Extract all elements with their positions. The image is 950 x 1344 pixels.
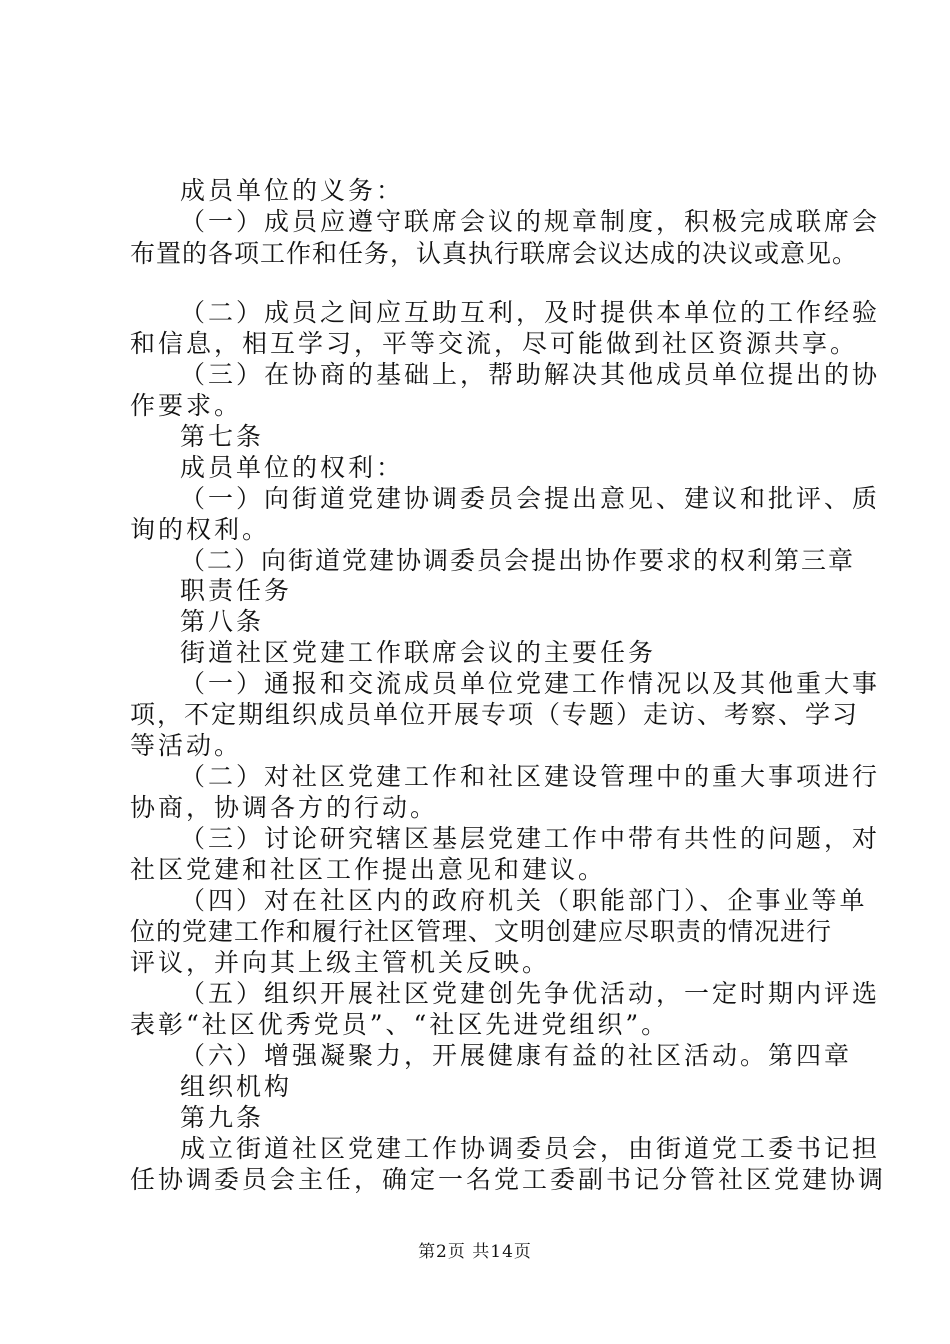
text-line: 职责任务 <box>180 576 293 605</box>
text-line: 成立街道社区党建工作协调委员会，由街道党工委书记担 <box>180 1134 881 1163</box>
text-line: 社区党建和社区工作提出意见和建议。 <box>130 855 607 884</box>
text-line: （一）成员应遵守联席会议的规章制度，积极完成联席会 <box>180 207 881 236</box>
text-line: 作要求。 <box>130 391 243 420</box>
text-line: （二）对社区党建工作和社区建设管理中的重大事项进行 <box>180 762 881 791</box>
text-line: 成员单位的义务： <box>180 176 405 205</box>
text-line: 第八条 <box>180 607 265 636</box>
text-line: （一）向街道党建协调委员会提出意见、建议和批评、质 <box>180 484 881 513</box>
text-line: 第九条 <box>180 1103 265 1132</box>
text-line: 任协调委员会主任，确定一名党工委副书记分管社区党建协调 <box>130 1165 887 1194</box>
text-line: （一）通报和交流成员单位党建工作情况以及其他重大事 <box>180 669 881 698</box>
text-line: （五）组织开展社区党建创先争优活动，一定时期内评选 <box>180 979 881 1008</box>
text-line: 布置的各项工作和任务，认真执行联席会议达成的决议或意见。 <box>130 239 859 268</box>
text-line: 询的权利。 <box>130 515 271 544</box>
page-number-footer: 第2页 共14页 <box>418 1242 532 1262</box>
text-line: （三）在协商的基础上，帮助解决其他成员单位提出的协 <box>180 360 881 389</box>
text-line: 街道社区党建工作联席会议的主要任务 <box>180 638 657 667</box>
text-line: （二）成员之间应互助互利，及时提供本单位的工作经验 <box>180 298 881 327</box>
text-line: 评议，并向其上级主管机关反映。 <box>130 948 551 977</box>
text-line: （四）对在社区内的政府机关（职能部门）、企事业等单 <box>180 886 868 915</box>
text-line: 和信息，相互学习，平等交流，尽可能做到社区资源共享。 <box>130 329 859 358</box>
text-line: 表彰“社区优秀党员”、“社区先进党组织”。 <box>130 1010 670 1039</box>
text-line: 位的党建工作和履行社区管理、文明创建应尽职责的情况进行 <box>130 917 833 946</box>
text-line: （三）讨论研究辖区基层党建工作中带有共性的问题，对 <box>180 824 881 853</box>
text-line: 项，不定期组织成员单位开展专项（专题）走访、考察、学习 <box>130 700 860 729</box>
text-line: 协商，协调各方的行动。 <box>130 793 439 822</box>
text-line: （六）增强凝聚力，开展健康有益的社区活动。第四章 <box>180 1041 853 1070</box>
text-line: 成员单位的权利： <box>180 453 405 482</box>
text-line: 等活动。 <box>130 731 243 760</box>
text-line: 第七条 <box>180 422 265 451</box>
text-line: （二）向街道党建协调委员会提出协作要求的权利第三章 <box>180 546 856 575</box>
text-line: 组织机构 <box>180 1072 293 1101</box>
